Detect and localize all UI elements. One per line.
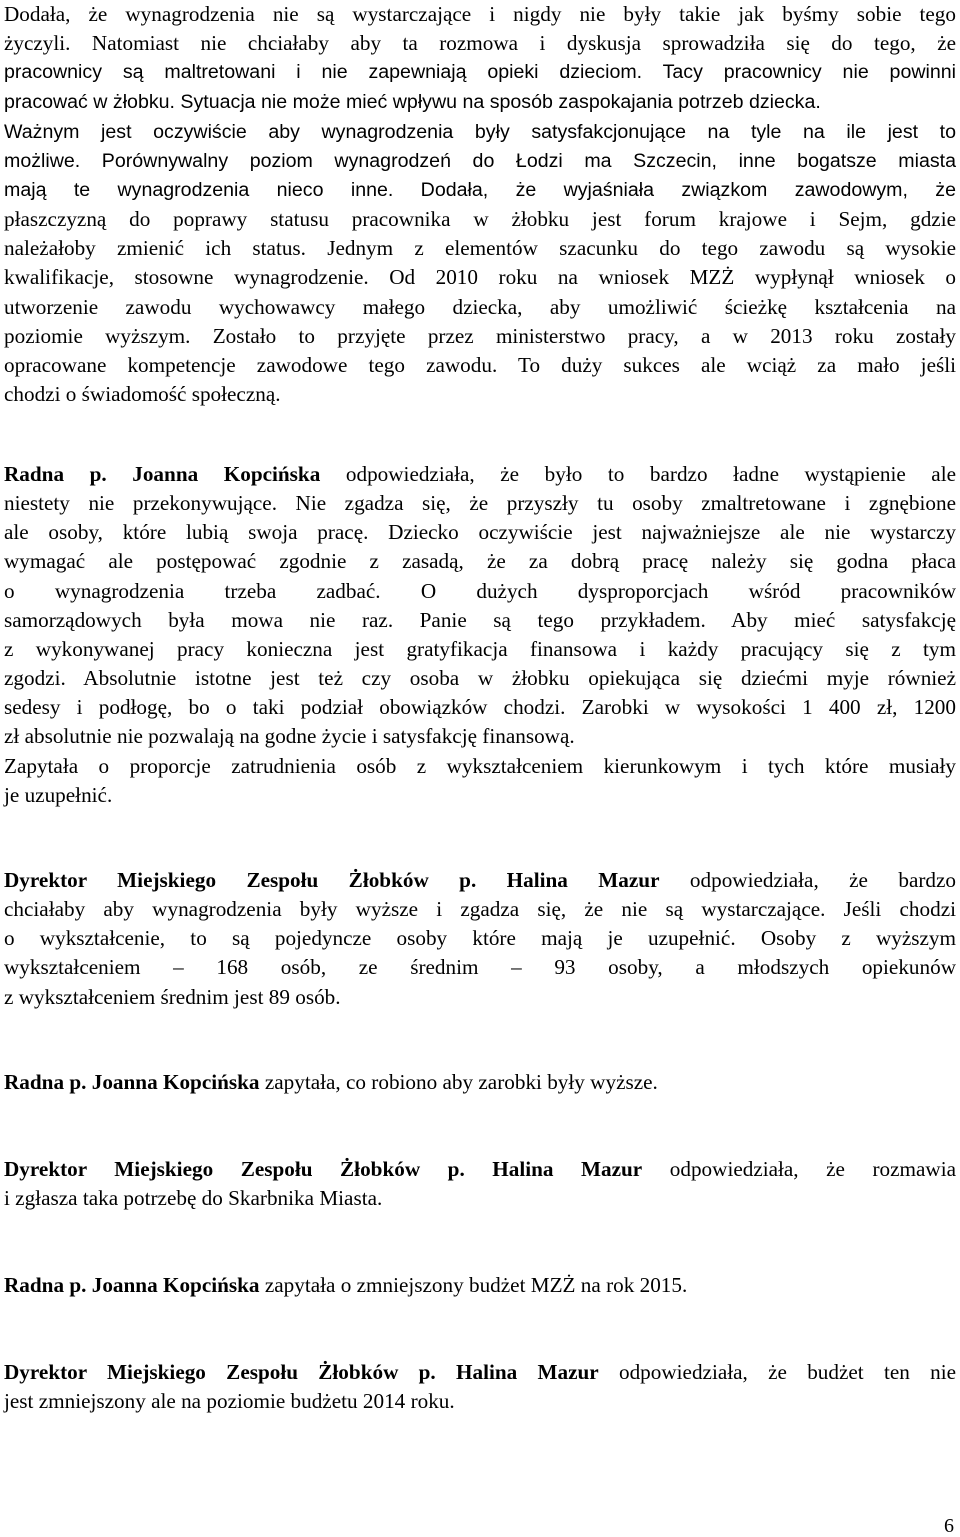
paragraph-2-line: wymagać ale postępować zgodnie z zasadą, że za dobrą pracę należy się godna płaca bbox=[4, 549, 956, 574]
paragraph-1-line: pracownicy są maltretowani i nie zapewniają opieki dzieciom. Tacy pracownicy nie powinni bbox=[4, 61, 956, 84]
paragraph-2 bbox=[4, 460, 956, 810]
paragraph-1-line: Ważnym jest oczywiście aby wynagrodzenia były satysfakcjonujące na tyle na ile jest to bbox=[4, 120, 956, 143]
paragraph-5-line bbox=[4, 1155, 956, 1184]
paragraph-7 bbox=[4, 1358, 956, 1416]
paragraph-7-text: odpowiedziała, że budżet ten nie bbox=[618, 1360, 956, 1384]
paragraph-6-line bbox=[4, 1271, 956, 1300]
paragraph-1-line: płaszczyzną do poprawy statusu pracownika w żłobku jest forum krajowe i Sejm, gdzie bbox=[4, 207, 956, 232]
paragraph-2-line: Zapytała o proporcje zatrudnienia osób z wykształceniem kierunkowym i tych które musiały bbox=[4, 753, 956, 778]
paragraph-6 bbox=[4, 1271, 956, 1300]
paragraph-3 bbox=[4, 866, 956, 1012]
paragraph-2-line: je uzupełnić. bbox=[4, 782, 113, 807]
paragraph-5 bbox=[4, 1155, 956, 1213]
paragraph-1-line: utworzenie zawodu wychowawcy małego dziecka, aby umożliwić ścieżkę kształcenia na bbox=[4, 294, 956, 319]
speaker-name: Radna p. Joanna Kopcińska bbox=[4, 462, 321, 486]
paragraph-3-line: z wykształceniem średnim jest 89 osób. bbox=[4, 984, 341, 1009]
paragraph-1-line: poziomie wyższym. Zostało to przyjęte przez ministerstwo pracy, a w 2013 roku zostały bbox=[4, 323, 956, 348]
paragraph-1 bbox=[4, 0, 956, 409]
speaker-name: Dyrektor Miejskiego Zespołu Żłobków p. Halina Mazur bbox=[4, 868, 660, 892]
paragraph-2-line: zł absolutnie nie pozwalają na godne życie i satysfakcję finansową. bbox=[4, 724, 575, 749]
paragraph-2-line: zgodzi. Absolutnie istotne jest też czy osoba w żłobku opiekująca się dziećmi myje również bbox=[4, 666, 956, 691]
paragraph-1-line: Dodała, że wynagrodzenia nie są wystarczające i nigdy nie były takie jak byśmy sobie tego bbox=[4, 2, 956, 26]
paragraph-1-line: życzyli. Natomiast nie chciałaby aby ta rozmowa i dyskusja sprowadziła się do tego, że bbox=[4, 31, 956, 56]
paragraph-2-line: z wykonywanej pracy konieczna jest gratyfikacja finansowa i każdy pracujący się z tym bbox=[4, 636, 956, 661]
paragraph-3-line: wykształceniem – 168 osób, ze średnim – 93 osoby, a młodszych opiekunów bbox=[4, 955, 956, 980]
paragraph-3-text: odpowiedziała, że bardzo bbox=[689, 868, 957, 892]
paragraph-2-line: niestety nie przekonywujące. Nie zgadza się, że przyszły tu osoby zmaltretowane i zgnębione bbox=[4, 491, 956, 516]
paragraph-4 bbox=[4, 1068, 956, 1097]
paragraph-7-line bbox=[4, 1358, 956, 1387]
paragraph-2-line: sedesy i podłogę, bo o taki podział obowiązków chodzi. Zarobki w wysokości 1 400 zł, 1200 bbox=[4, 695, 956, 720]
paragraph-6-text: zapytała o zmniejszony budżet MZŻ na rok 2015. bbox=[264, 1273, 688, 1297]
speaker-name: Dyrektor Miejskiego Zespołu Żłobków p. Halina Mazur bbox=[4, 1360, 599, 1384]
speaker-name: Radna p. Joanna Kopcińska bbox=[4, 1070, 260, 1094]
paragraph-1-line: opracowane kompetencje zawodowe tego zawodu. To duży sukces ale wciąż za mało jeśli bbox=[4, 352, 956, 377]
paragraph-2-line: o wynagrodzenia trzeba zadbać. O dużych dysproporcjach wśród pracowników bbox=[4, 578, 956, 603]
paragraph-5-line: i zgłasza taka potrzebę do Skarbnika Miasta. bbox=[4, 1186, 383, 1211]
paragraph-3-line: chciałaby aby wynagrodzenia były wyższe i zgadza się, że nie są wystarczające. Jeśli chodzi bbox=[4, 897, 956, 922]
paragraph-2-text: odpowiedziała, że było to bardzo ładne wystąpienie ale bbox=[345, 462, 956, 486]
paragraph-4-line bbox=[4, 1068, 956, 1097]
page-number: 6 bbox=[944, 1515, 954, 1537]
paragraph-3-line: o wykształcenie, to są pojedyncze osoby które mają je uzupełnić. Osoby z wyższym bbox=[4, 926, 956, 951]
paragraph-3-line bbox=[4, 866, 956, 895]
paragraph-1-text: pracować w żłobku. Sytuacja nie może mieć wpływu na sposób zaspokajania potrzeb dziecka. bbox=[4, 91, 821, 114]
paragraph-2-line: ale osoby, które lubią swoja pracę. Dziecko oczywiście jest najważniejsze ale nie wystarczy bbox=[4, 520, 956, 545]
paragraph-2-line: samorządowych była mowa nie raz. Panie są tego przykładem. Aby mieć satysfakcję bbox=[4, 607, 956, 632]
paragraph-1-line: mają te wynagrodzenia nieco inne. Dodała, że wyjaśniała związkom zawodowym, że bbox=[4, 178, 956, 201]
paragraph-5-text: odpowiedziała, że rozmawia bbox=[669, 1157, 957, 1181]
paragraph-1-line bbox=[4, 87, 956, 117]
paragraph-1-line: należałoby zmienić ich status. Jednym z elementów szacunku do tego zawodu są wysokie bbox=[4, 236, 956, 261]
paragraph-1-line: kwalifikacje, stosowne wynagrodzenie. Od 2010 roku na wniosek MZŻ wypłynął wniosek o bbox=[4, 265, 956, 290]
paragraph-1-line: chodzi o świadomość społeczną. bbox=[4, 382, 281, 407]
speaker-name: Radna p. Joanna Kopcińska bbox=[4, 1273, 260, 1297]
speaker-name: Dyrektor Miejskiego Zespołu Żłobków p. Halina Mazur bbox=[4, 1157, 643, 1181]
paragraph-7-line: jest zmniejszony ale na poziomie budżetu 2014 roku. bbox=[4, 1389, 455, 1414]
paragraph-1-line: możliwe. Porównywalny poziom wynagrodzeń do Łodzi ma Szczecin, inne bogatsze miasta bbox=[4, 149, 956, 172]
paragraph-4-text: zapytała, co robiono aby zarobki były wyższe. bbox=[264, 1070, 658, 1094]
paragraph-2-line bbox=[4, 460, 956, 489]
